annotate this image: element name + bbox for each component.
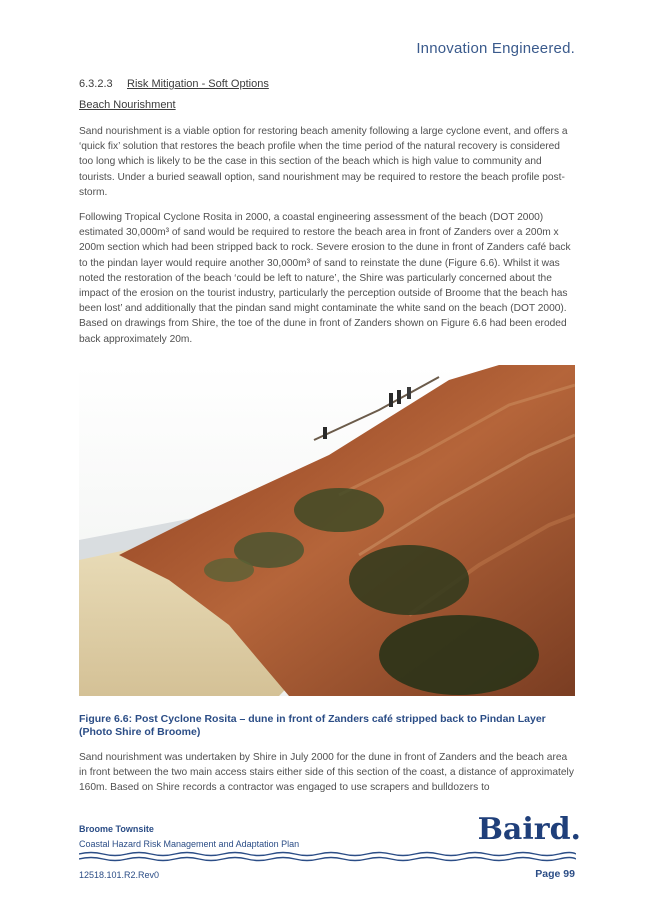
section-number: 6.3.2.3	[79, 78, 113, 90]
figure-caption: Figure 6.6: Post Cyclone Rosita – dune in front of Zanders café stripped back to Pindan Layer (Photo Shire of Broome)	[79, 713, 546, 738]
document-reference: 12518.101.R2.Rev0	[79, 870, 160, 880]
figure-photo-eroded-dune	[79, 365, 575, 696]
main-content	[79, 78, 576, 357]
photo-eroded-dune	[79, 365, 575, 696]
footer-wave-divider	[79, 850, 576, 864]
section-title: Risk Mitigation - Soft Options	[127, 78, 269, 90]
page-number: Page 99	[535, 868, 575, 880]
paragraph-3: Sand nourishment was undertaken by Shire in July 2000 for the dune in front of Zanders and the beach area in front between the two main access stairs either side of this section of the coast, a distance of approximately 160m. Based on Shire records a contractor was engaged to use scrapers and bulldozers to	[79, 752, 574, 794]
footer-document-title: Coastal Hazard Risk Management and Adaptation Plan	[79, 839, 300, 849]
baird-logo: Baird.	[477, 812, 581, 847]
paragraph-1: Sand nourishment is a viable option for restoring beach amenity following a large cyclone event, and offers a ‘quick fix’ solution that restores the beach profile when the time period of the natural recovery is considered too long which is likely to be the case in this section of the beach which is high value to community and tourists. Under a buried seawall option, sand nourishment may be required to restore the beach profile post-storm.	[79, 126, 568, 198]
subheading-beach-nourishment: Beach Nourishment	[79, 99, 176, 111]
footer-info	[79, 824, 299, 849]
section-heading	[79, 78, 576, 90]
header-tagline: Innovation Engineered.	[416, 40, 575, 57]
footer-project: Broome Townsite	[79, 824, 154, 834]
paragraph-2: Following Tropical Cyclone Rosita in 2000, a coastal engineering assessment of the beach (DOT 2000) estimated 30,000m³ of sand would be required to restore the beach area in front of Zanders over a 200m x 200m section which had been stripped back to rock. Severe erosion to the dune in front of Zanders café back to the pindan layer would require another 30,000m³ of sand to reinstate the dune (Figure 6.6). Whilst it was noted the restoration of the beach ‘could be left to nature’, the Shire was particularly concerned about the impact of the erosion on the tourist industry, particularly the perception outside of Broome that the beach has been lost’ and additionally that the pindan sand might contaminate the white sand on the beach (DOT 2000). Based on drawings from Shire, the toe of the dune in front of Zanders shown on Figure 6.6 had been eroded back approximately 20m.	[79, 212, 571, 345]
